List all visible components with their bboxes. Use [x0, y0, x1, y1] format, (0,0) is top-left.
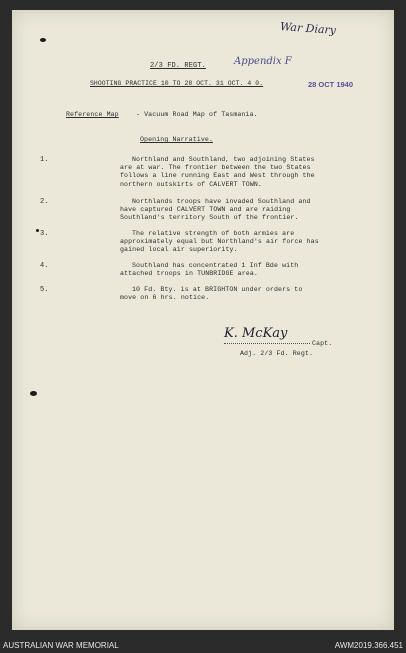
- paragraph-2: [120, 198, 311, 223]
- archive-footer: [0, 640, 406, 653]
- paragraph-line: follows a line running East and West through the: [120, 172, 315, 180]
- signature: K. McKay: [224, 326, 288, 341]
- ink-mark: [40, 38, 46, 42]
- paragraph-line: attached troops in TUNBRIDGE area.: [120, 270, 258, 278]
- paragraph-line: northern outskirts of CALVERT TOWN.: [120, 180, 262, 188]
- exercise-title: SHOOTING PRACTICE 10 TO 28 OCT. 31 OCT. 4 0.: [90, 80, 264, 87]
- paragraph-number: 4.: [40, 262, 49, 270]
- signatory-rank: Capt.: [312, 340, 333, 347]
- signature-line: [224, 343, 310, 344]
- paragraph-line: Southland has concentrated 1 Inf Bde with: [132, 262, 299, 269]
- narrative-heading: Opening Narrative.: [140, 136, 214, 143]
- reference-label: Reference Map: [66, 111, 119, 118]
- paragraph-line: are at war. The frontier between the two States: [120, 164, 311, 172]
- war-diary-annotation: War Diary: [279, 20, 337, 37]
- paragraph-number: 1.: [40, 156, 49, 164]
- unit-heading: 2/3 FD. REGT.: [150, 62, 206, 70]
- paragraph-3: [120, 230, 319, 255]
- archive-name: AUSTRALIAN WAR MEMORIAL: [3, 641, 119, 650]
- paragraph-line: The relative strength of both armies are: [132, 230, 295, 237]
- paragraph-5: [120, 286, 302, 302]
- ink-mark: [30, 391, 37, 396]
- paragraph-line: have captured CALVERT TOWN and are raiding: [120, 206, 291, 214]
- paragraph-line: Northlands troops have invaded Southland and: [132, 198, 311, 205]
- ink-mark: [36, 229, 39, 232]
- paragraph-number: 3.: [40, 230, 49, 238]
- paragraph-number: 2.: [40, 198, 49, 206]
- date-stamp: 28 OCT 1940: [308, 80, 354, 89]
- paragraph-line: approximately equal but Northland's air force has: [120, 238, 319, 246]
- paragraph-4: [120, 262, 298, 278]
- paragraph-line: gained local air superiority.: [120, 246, 238, 254]
- paragraph-line: Southland's territory South of the frontier.: [120, 214, 299, 222]
- reference-text: - Vacuum Road Map of Tasmania.: [136, 111, 258, 118]
- appendix-annotation: Appendix F: [234, 56, 292, 67]
- paragraph-1: [120, 156, 315, 189]
- paragraph-line: 10 Fd. Bty. is at BRIGHTON under orders to: [132, 286, 303, 293]
- archive-reference: AWM2019.366.451: [334, 641, 403, 650]
- document-page: [12, 10, 394, 630]
- signatory-role: Adj. 2/3 Fd. Regt.: [240, 350, 314, 357]
- paragraph-line: Northland and Southland, two adjoining States: [132, 156, 315, 163]
- paragraph-number: 5.: [40, 286, 49, 294]
- paragraph-line: move on 6 hrs. notice.: [120, 294, 210, 302]
